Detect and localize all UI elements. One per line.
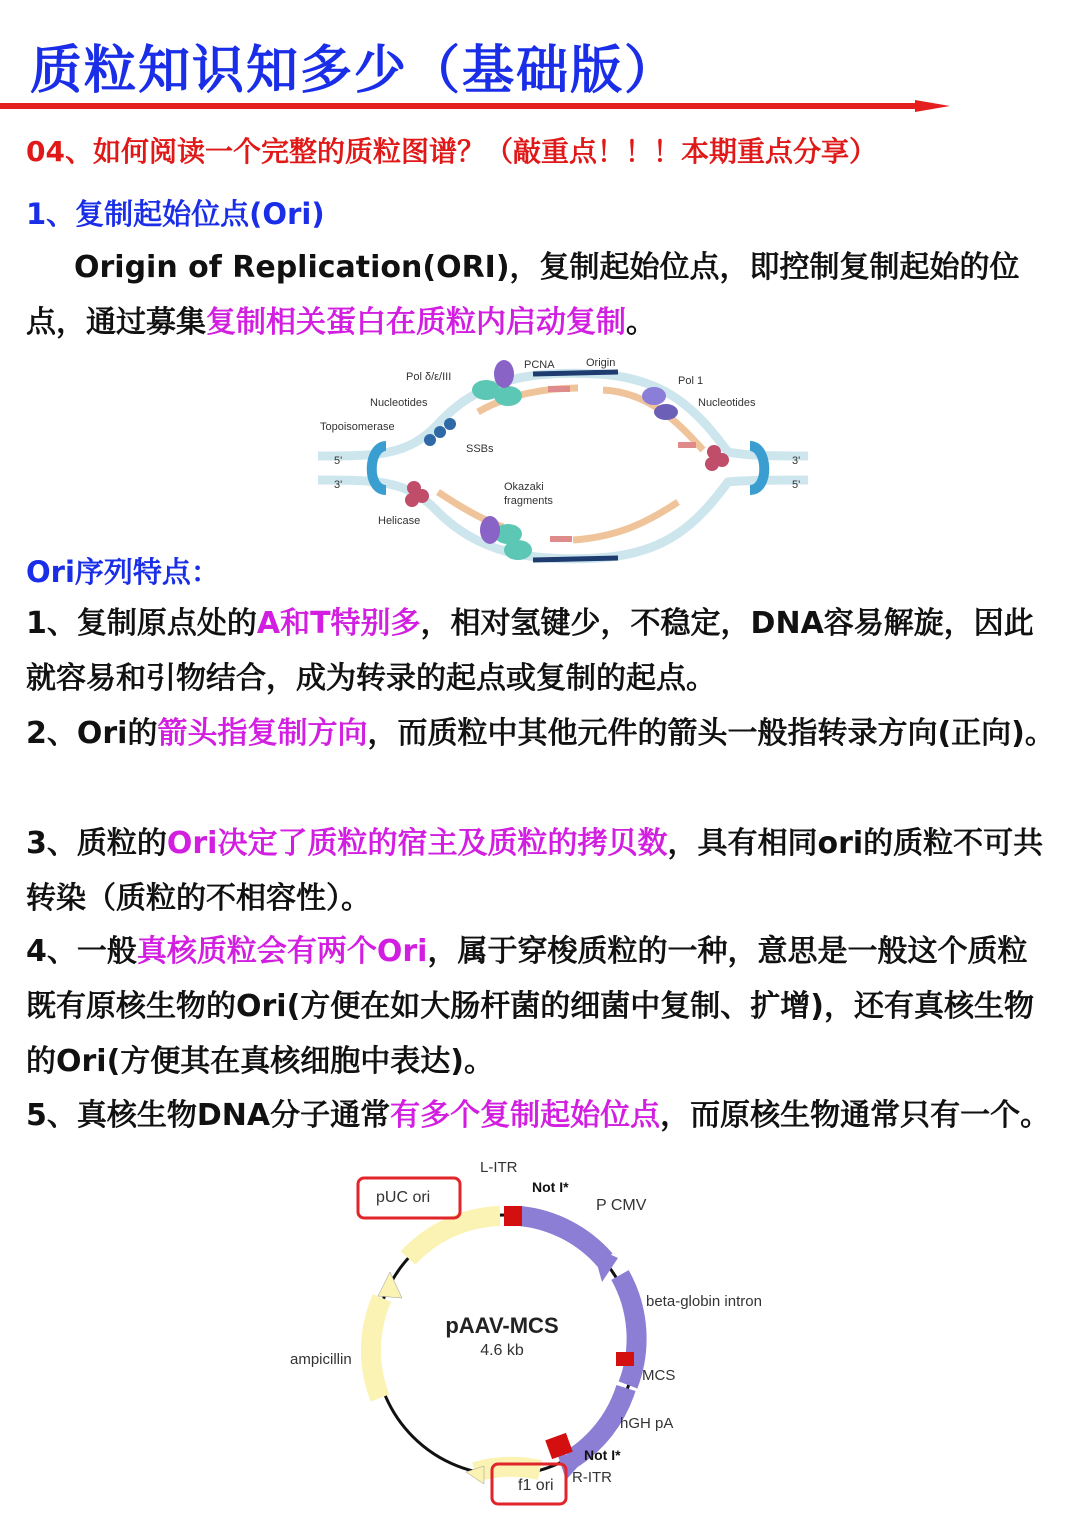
replication-fork-diagram [318,352,808,574]
label-origin: Origin [586,357,616,369]
label-beta-globin: beta-globin intron [646,1293,762,1310]
label-5prime-right: 5' [792,479,801,491]
label-helicase: Helicase [378,515,421,527]
label-topoisomerase: Topoisomerase [320,421,395,433]
label-pol-delta: Pol δ/ε/III [406,371,452,383]
plasmid-map [280,1150,800,1520]
feature-5: 5、真核生物DNA分子通常有多个复制起始位点，而原核生物通常只有一个。 [26,1098,1051,1133]
label-nucleotides-right: Nucleotides [698,397,756,409]
label-3prime-left: 3' [334,479,343,491]
plasmid-name: pAAV-MCS [445,1313,559,1338]
feature-1: 1、复制原点处的A和T特别多，相对氢键少，不稳定，DNA容易解旋，因此就容易和引物结合，成为转录的起点或复制的起点。 [26,606,1034,696]
label-mcs: MCS [642,1367,676,1384]
label-pcna: PCNA [524,359,555,371]
label-ampicillin: ampicillin [290,1351,352,1368]
label-r-itr: R-ITR [572,1469,612,1486]
page-title: 质粒知识知多少（基础版） [30,41,679,101]
label-nucleotides-left: Nucleotides [370,397,428,409]
label-hgh-pa: hGH pA [620,1415,674,1432]
ori-heading: 1、复制起始位点(Ori) [26,197,325,231]
label-not1-top: Not I* [532,1179,569,1195]
label-p-cmv: P CMV [596,1197,647,1214]
feature-4: 4、一般真核质粒会有两个Ori，属于穿梭质粒的一种，意思是一般这个质粒既有原核生物的Ori(方便在如大肠杆菌的细菌中复制、扩增)，还有真核生物的Ori(方便其在真核细胞中表达)。 [26,934,1035,1079]
plasmid-size: 4.6 kb [480,1342,524,1359]
label-okazaki-2: fragments [504,495,553,507]
features-heading: Ori序列特点： [26,555,220,589]
label-not1-bottom: Not I* [584,1447,621,1463]
feature-3: 3、质粒的Ori决定了质粒的宿主及质粒的拷贝数，具有相同ori的质粒不可共转染（质粒的不相容性）。 [26,826,1044,916]
label-5prime-left: 5' [334,455,343,467]
label-3prime-right: 3' [792,455,801,467]
label-pol1: Pol 1 [678,375,704,387]
label-f1-ori: f1 ori [518,1477,554,1494]
feature-2: 2、Ori的箭头指复制方向，而质粒中其他元件的箭头一般指转录方向(正向)。 [26,716,1055,751]
label-l-itr: L-ITR [480,1159,518,1176]
section-heading: 04、如何阅读一个完整的质粒图谱？（敲重点！！！本期重点分享） [26,135,877,168]
ori-description: Origin of Replication(ORI)，复制起始位点，即控制复制起始的位点，通过募集复制相关蛋白在质粒内启动复制。 [26,250,1020,340]
label-ssbs: SSBs [466,443,494,455]
label-okazaki-1: Okazaki [504,481,544,493]
title-underline-arrow [0,100,950,112]
label-puc-ori: pUC ori [376,1189,431,1206]
